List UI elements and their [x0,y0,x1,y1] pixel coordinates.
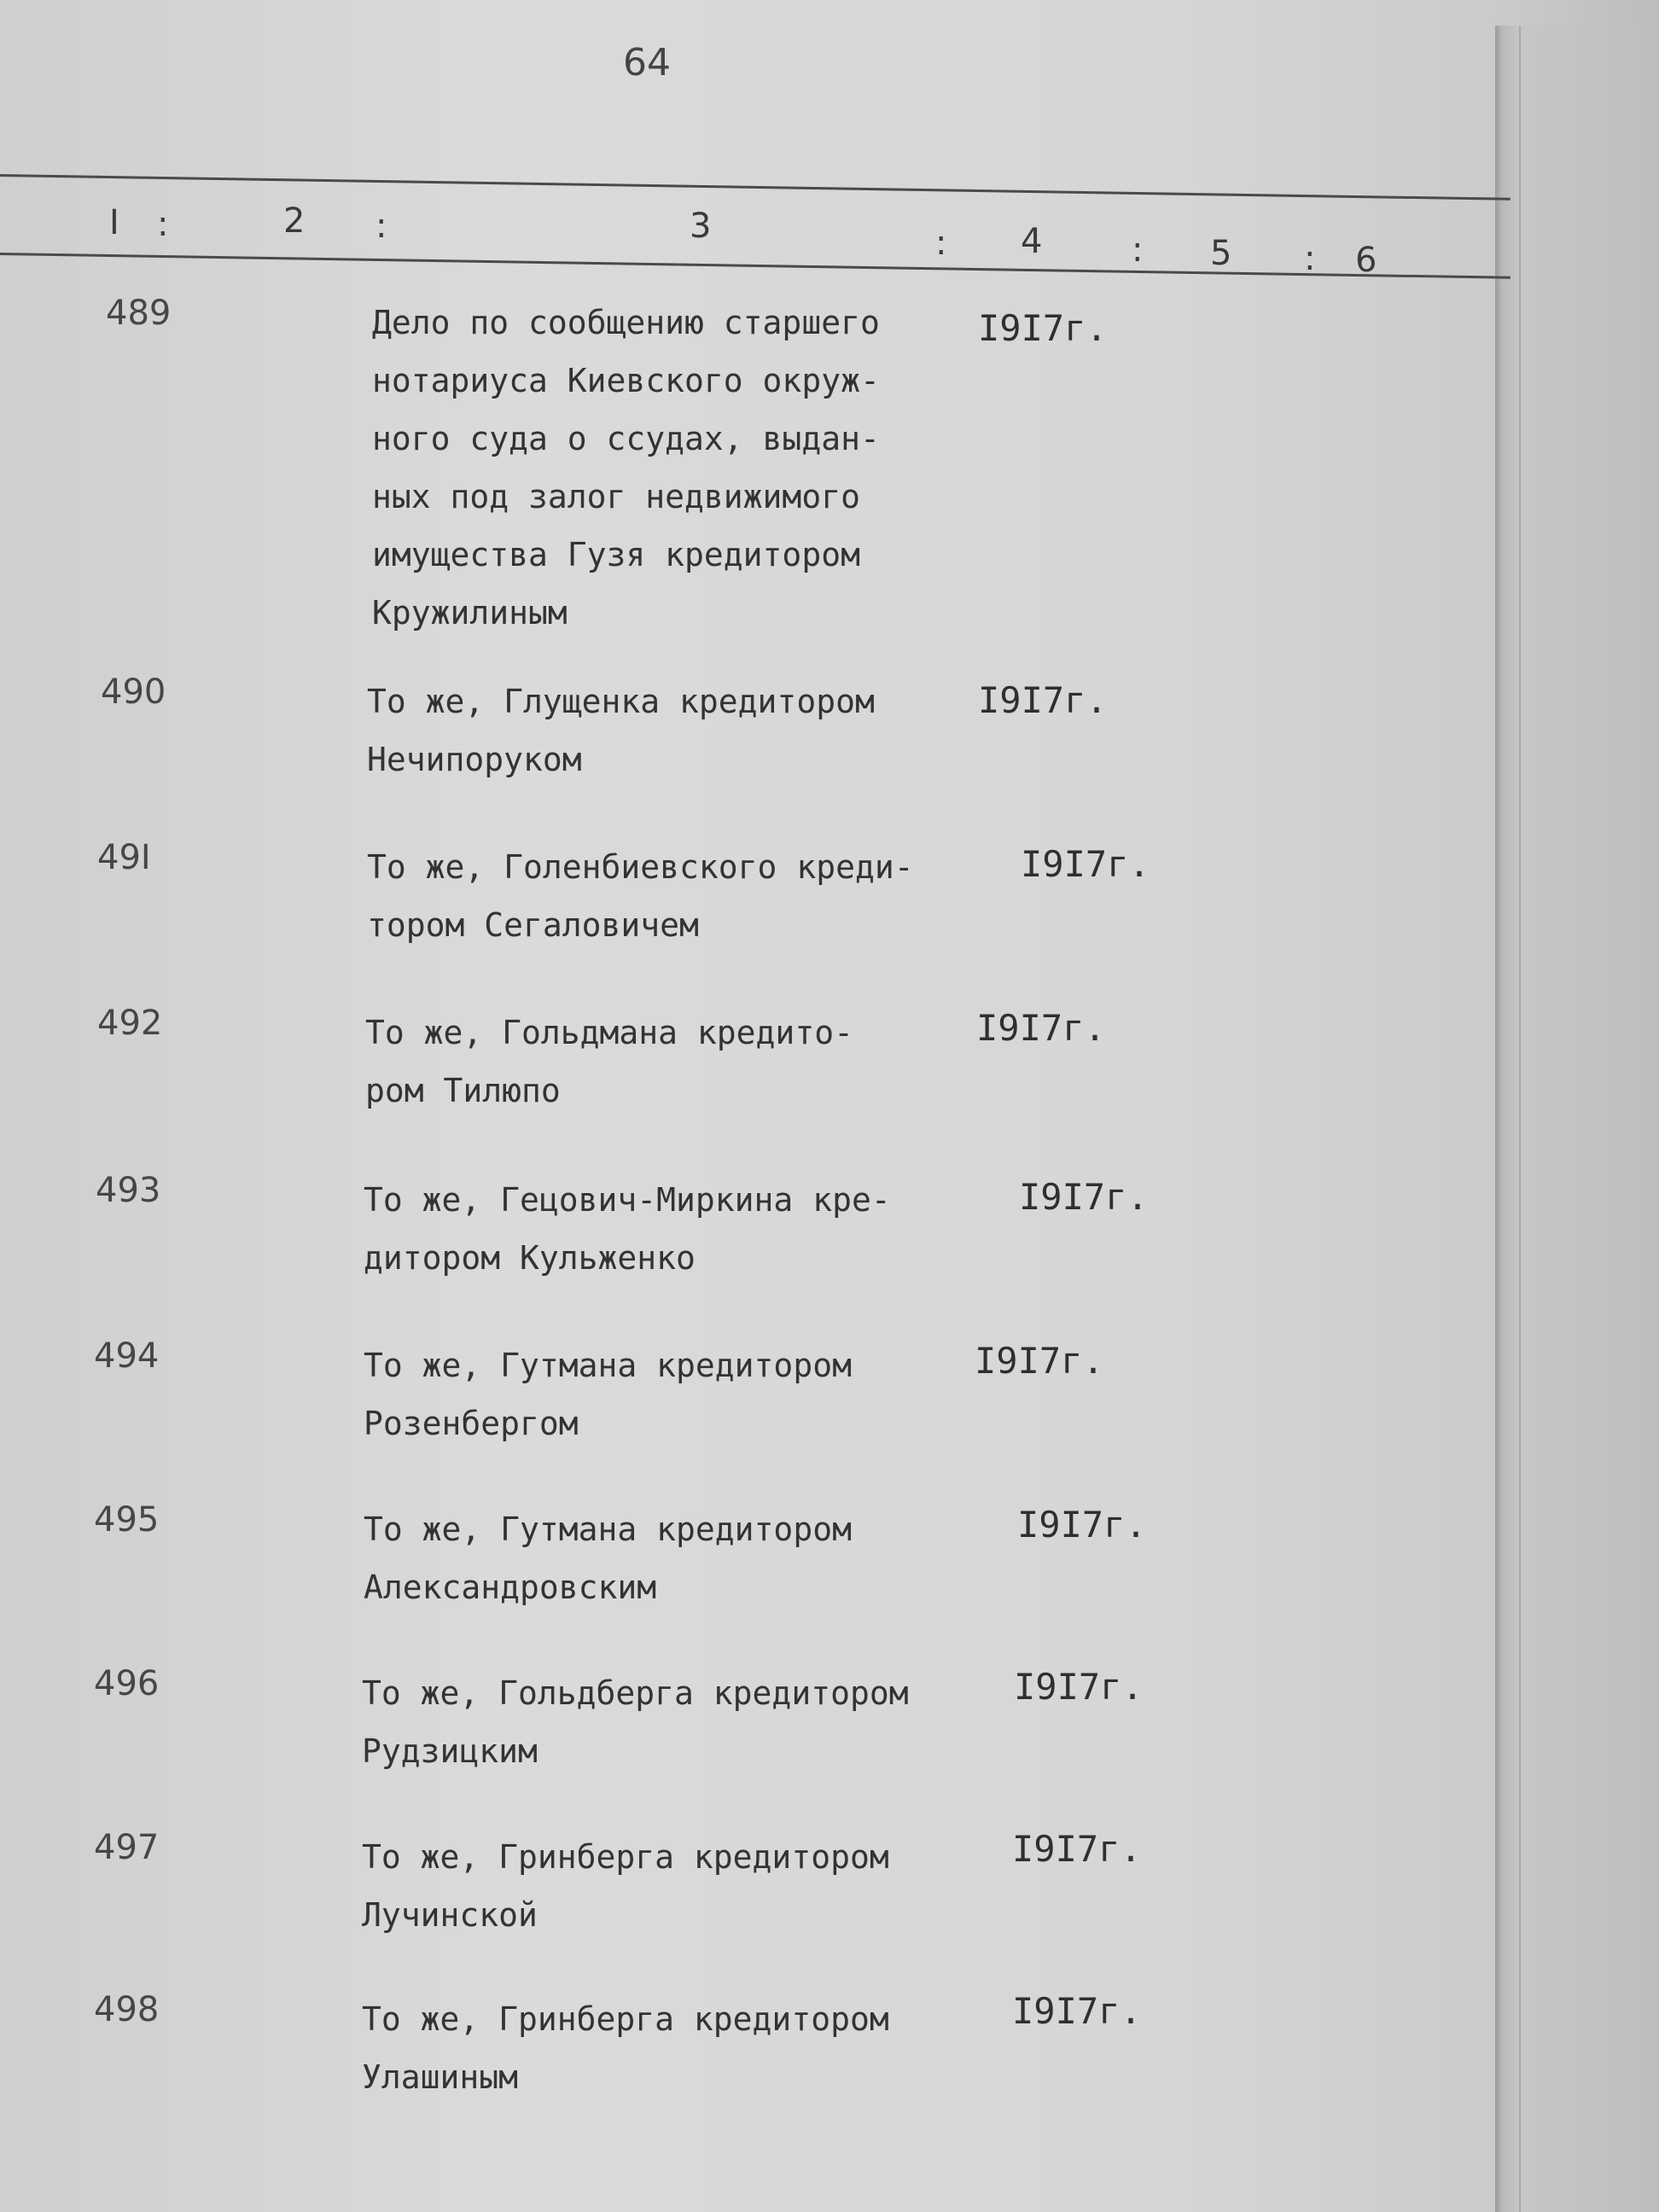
entry-description [362,1990,976,2106]
description-line: ного суда о ссудах, выдан- [372,420,880,457]
column-header: 6 [1355,241,1377,280]
column-header: 3 [690,207,712,246]
description-line: Нечипоруком [367,741,582,778]
entry-number: 497 [94,1828,160,1867]
entry-number: 489 [106,294,172,333]
entry-number: 493 [96,1171,161,1210]
entry-number: 492 [97,1004,163,1043]
entry-number: 498 [94,1990,160,2029]
entry-description [365,1004,980,1120]
description-line: дитором Кульженко [364,1239,696,1277]
entry-year: I9I7г. [1021,843,1150,885]
entry-number: 496 [94,1664,160,1703]
description-line: Улашиным [362,2058,519,2096]
column-separator: : [157,205,169,244]
page-edge-line [1519,26,1521,2212]
description-line: Александровским [364,1569,657,1606]
entry-description [364,1500,978,1616]
header-top-rule [0,174,1511,201]
column-header: 2 [283,201,306,241]
entry-description [362,1664,976,1780]
description-line: То же, Гринберга кредитором [362,1838,889,1876]
entry-year: I9I7г. [1017,1504,1147,1545]
entry-year: I9I7г. [1012,1990,1142,2032]
entry-description [372,294,987,642]
entry-year: I9I7г. [975,1340,1104,1382]
entry-year: I9I7г. [1019,1176,1149,1218]
entry-description [367,838,981,954]
entry-number: 490 [101,672,166,712]
description-line: имущества Гузя кредитором [372,536,860,573]
column-separator: : [935,224,947,263]
entry-number: 49I [97,838,151,877]
description-line: То же, Гольдмана кредито- [365,1014,853,1051]
column-separator: : [375,207,387,246]
description-line: То же, Голенбиевского креди- [367,848,914,886]
column-header: 5 [1210,234,1232,273]
entry-year: I9I7г. [978,679,1108,721]
description-line: Рудзицким [362,1732,538,1770]
entry-description [364,1336,978,1452]
description-line: ром Тилюпо [365,1072,561,1109]
entry-description [367,672,981,789]
description-line: тором Сегаловичем [367,906,699,944]
column-header: I [109,203,119,242]
entry-year: I9I7г. [1012,1828,1142,1870]
description-line: Розенбергом [364,1405,579,1442]
entry-number: 494 [94,1336,160,1376]
description-line: То же, Гринберга кредитором [362,2000,889,2038]
entry-description [364,1171,978,1287]
description-line: То же, Глущенка кредитором [367,683,875,720]
description-line: нотариуса Киевского окруж- [372,362,880,399]
entry-number: 495 [94,1500,160,1540]
column-header: 4 [1021,222,1043,261]
entry-year: I9I7г. [978,307,1108,349]
description-line: То же, Гутмана кредитором [364,1347,852,1384]
next-page-edge [1495,26,1657,2212]
description-line: То же, Гольдберга кредитором [362,1674,909,1712]
entry-description [362,1828,976,1944]
entry-year: I9I7г. [1014,1666,1144,1708]
header-bottom-rule [0,253,1511,279]
column-separator: : [1304,239,1316,278]
description-line: То же, Гецович-Миркина кре- [364,1181,891,1219]
description-line: Кружилиным [372,594,568,632]
description-line: То же, Гутмана кредитором [364,1511,852,1548]
description-line: Лучинской [362,1896,538,1934]
page-number: 64 [623,41,671,84]
column-separator: : [1132,230,1144,270]
description-line: Дело по сообщению старшего [372,304,880,341]
entry-year: I9I7г. [976,1007,1106,1049]
description-line: ных под залог недвижимого [372,478,860,515]
